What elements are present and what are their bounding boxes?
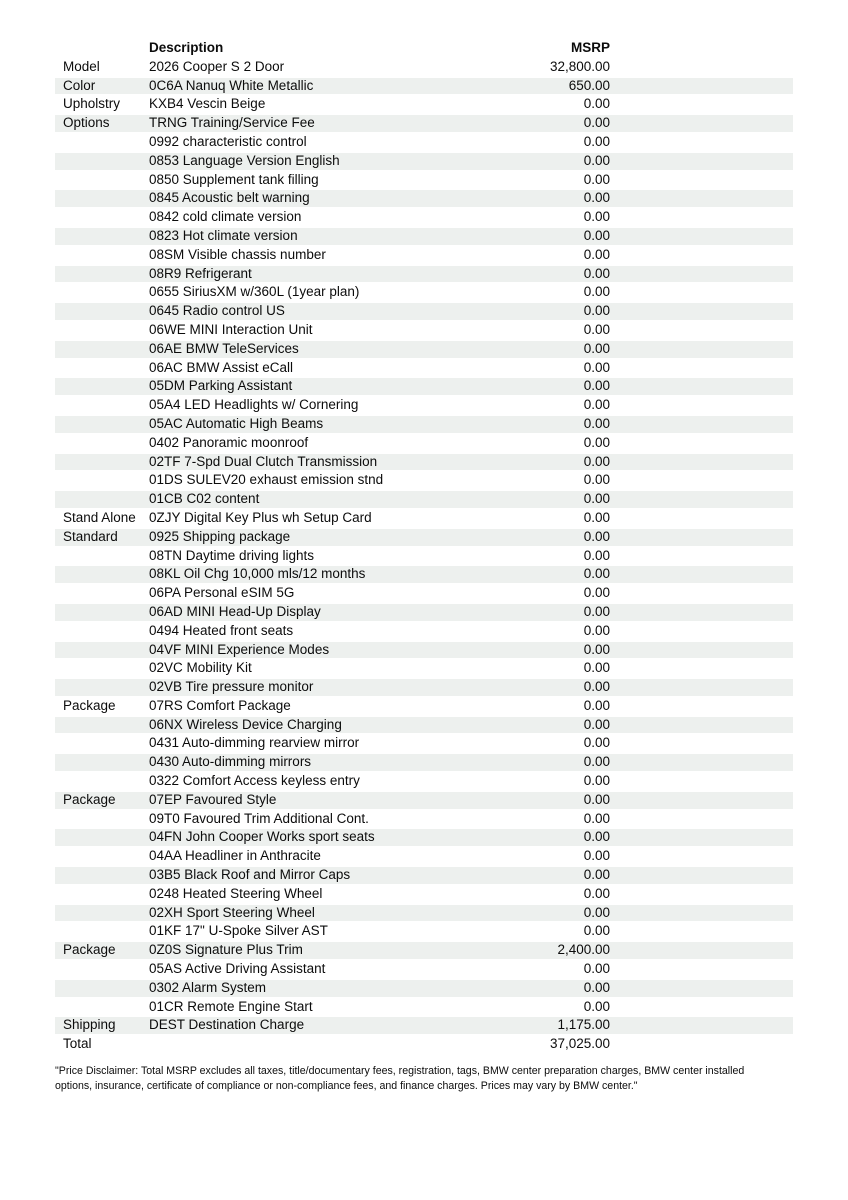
row-spacer-cell xyxy=(610,490,793,509)
row-spacer-cell xyxy=(610,998,793,1017)
row-category-cell xyxy=(55,922,149,941)
vehicle-pricing-table xyxy=(55,39,793,1054)
row-msrp-cell: 0.00 xyxy=(583,472,610,488)
row-category-cell xyxy=(55,490,149,509)
row-category-cell xyxy=(55,471,149,490)
row-msrp-cell: 0.00 xyxy=(583,528,610,544)
row-description-cell: 0655 SiriusXM w/360L (1year plan) xyxy=(149,284,360,300)
row-category-cell xyxy=(55,960,149,979)
table-row xyxy=(55,998,793,1017)
table-row xyxy=(55,904,793,923)
row-description-cell: 0ZJY Digital Key Plus wh Setup Card xyxy=(149,509,372,525)
row-msrp-cell: 0.00 xyxy=(583,415,610,431)
row-spacer-cell xyxy=(610,509,793,528)
row-category-cell xyxy=(55,847,149,866)
table-row xyxy=(55,528,793,547)
table-row xyxy=(55,396,793,415)
row-description-cell: 0Z0S Signature Plus Trim xyxy=(149,942,303,958)
row-category-cell: Standard xyxy=(63,528,118,544)
row-msrp-cell: 2,400.00 xyxy=(557,942,610,958)
row-category-cell xyxy=(55,415,149,434)
table-row xyxy=(55,941,793,960)
row-spacer-cell xyxy=(610,565,793,584)
row-msrp-cell: 0.00 xyxy=(583,227,610,243)
row-description-cell: 02VB Tire pressure monitor xyxy=(149,679,314,695)
row-spacer-cell xyxy=(610,359,793,378)
row-spacer-cell xyxy=(610,528,793,547)
table-row xyxy=(55,77,793,96)
table-row xyxy=(55,490,793,509)
row-description-cell: 09T0 Favoured Trim Additional Cont. xyxy=(149,810,369,826)
row-spacer-cell xyxy=(610,189,793,208)
table-row xyxy=(55,453,793,472)
row-category-cell xyxy=(55,866,149,885)
row-spacer-cell xyxy=(610,133,793,152)
row-category-cell: Upholstry xyxy=(63,96,121,112)
row-description-cell: 0248 Heated Steering Wheel xyxy=(149,885,323,901)
table-row xyxy=(55,415,793,434)
header-category-cell xyxy=(55,39,149,58)
row-spacer-cell xyxy=(610,396,793,415)
row-category-cell xyxy=(55,603,149,622)
row-spacer-cell xyxy=(610,246,793,265)
row-msrp-cell: 0.00 xyxy=(583,340,610,356)
row-description-cell: 03B5 Black Roof and Mirror Caps xyxy=(149,867,351,883)
table-row xyxy=(55,283,793,302)
row-msrp-cell: 0.00 xyxy=(583,848,610,864)
row-spacer-cell xyxy=(610,453,793,472)
row-spacer-cell xyxy=(610,622,793,641)
row-msrp-cell: 0.00 xyxy=(583,378,610,394)
table-row xyxy=(55,434,793,453)
row-msrp-cell: 32,800.00 xyxy=(549,58,610,74)
row-description-cell: 0845 Acoustic belt warning xyxy=(149,190,310,206)
row-description-cell: 05AS Active Driving Assistant xyxy=(149,961,326,977)
table-row xyxy=(55,828,793,847)
row-msrp-cell: 0.00 xyxy=(583,434,610,450)
row-msrp-cell: 0.00 xyxy=(583,829,610,845)
row-category-cell xyxy=(55,171,149,190)
row-description-cell: 0823 Hot climate version xyxy=(149,227,298,243)
row-spacer-cell xyxy=(610,547,793,566)
row-spacer-cell xyxy=(610,377,793,396)
row-category-cell xyxy=(55,265,149,284)
table-row xyxy=(55,246,793,265)
row-msrp-cell: 0.00 xyxy=(583,679,610,695)
row-spacer-cell xyxy=(610,885,793,904)
table-row xyxy=(55,340,793,359)
row-msrp-cell: 0.00 xyxy=(583,641,610,657)
row-description-cell: 0431 Auto-dimming rearview mirror xyxy=(149,735,360,751)
row-spacer-cell xyxy=(610,1016,793,1035)
row-msrp-cell: 0.00 xyxy=(583,979,610,995)
table-row xyxy=(55,659,793,678)
row-description-cell: 0C6A Nanuq White Metallic xyxy=(149,77,314,93)
row-category-cell xyxy=(55,434,149,453)
row-description-cell: 05DM Parking Assistant xyxy=(149,378,293,394)
row-category-cell xyxy=(55,377,149,396)
row-spacer-cell xyxy=(610,340,793,359)
row-description-cell: 04FN John Cooper Works sport seats xyxy=(149,829,375,845)
table-row xyxy=(55,678,793,697)
row-description-cell: 01KF 17" U-Spoke Silver AST xyxy=(149,923,328,939)
row-description-cell: 08TN Daytime driving lights xyxy=(149,547,315,563)
row-spacer-cell xyxy=(610,734,793,753)
row-category-cell xyxy=(55,828,149,847)
table-row xyxy=(55,1035,793,1054)
row-spacer-cell xyxy=(610,283,793,302)
row-msrp-cell: 0.00 xyxy=(583,209,610,225)
row-spacer-cell xyxy=(610,58,793,77)
row-description-cell: 0925 Shipping package xyxy=(149,528,291,544)
table-row xyxy=(55,227,793,246)
row-category-cell xyxy=(55,547,149,566)
row-msrp-cell: 0.00 xyxy=(583,303,610,319)
table-row xyxy=(55,471,793,490)
table-row xyxy=(55,189,793,208)
row-description-cell: 0645 Radio control US xyxy=(149,303,285,319)
row-category-cell xyxy=(55,565,149,584)
table-row xyxy=(55,960,793,979)
row-description-cell: 08R9 Refrigerant xyxy=(149,265,252,281)
row-msrp-cell: 650.00 xyxy=(568,77,610,93)
row-description-cell: 07EP Favoured Style xyxy=(149,791,277,807)
table-row xyxy=(55,810,793,829)
row-description-cell: 04AA Headliner in Anthracite xyxy=(149,848,321,864)
row-spacer-cell xyxy=(610,772,793,791)
row-msrp-cell: 0.00 xyxy=(583,697,610,713)
row-msrp-cell: 0.00 xyxy=(583,867,610,883)
row-description-cell: 0494 Heated front seats xyxy=(149,622,294,638)
row-spacer-cell xyxy=(610,697,793,716)
row-description-cell: 0992 characteristic control xyxy=(149,133,307,149)
row-msrp-cell: 0.00 xyxy=(583,190,610,206)
row-description-cell: TRNG Training/Service Fee xyxy=(149,115,315,131)
row-category-cell: Model xyxy=(63,58,100,74)
row-description-cell: KXB4 Vescin Beige xyxy=(149,96,266,112)
table-row xyxy=(55,509,793,528)
row-spacer-cell xyxy=(610,471,793,490)
table-row xyxy=(55,979,793,998)
row-description-cell: 0302 Alarm System xyxy=(149,979,267,995)
row-category-cell xyxy=(55,678,149,697)
row-spacer-cell xyxy=(610,791,793,810)
table-row xyxy=(55,791,793,810)
table-row xyxy=(55,603,793,622)
row-description-cell: 02XH Sport Steering Wheel xyxy=(149,904,315,920)
table-row xyxy=(55,697,793,716)
row-msrp-cell: 0.00 xyxy=(583,923,610,939)
row-spacer-cell xyxy=(610,265,793,284)
row-msrp-cell: 0.00 xyxy=(583,509,610,525)
row-spacer-cell xyxy=(610,641,793,660)
row-category-cell xyxy=(55,359,149,378)
row-category-cell xyxy=(55,396,149,415)
row-category-cell: Stand Alone xyxy=(63,509,136,525)
row-category-cell xyxy=(55,208,149,227)
row-spacer-cell xyxy=(610,227,793,246)
row-category-cell: Package xyxy=(63,697,116,713)
row-msrp-cell: 0.00 xyxy=(583,791,610,807)
row-category-cell: Options xyxy=(63,115,110,131)
row-category-cell: Shipping xyxy=(63,1017,116,1033)
row-msrp-cell: 0.00 xyxy=(583,321,610,337)
row-category-cell xyxy=(55,302,149,321)
row-category-cell xyxy=(55,659,149,678)
table-row xyxy=(55,95,793,114)
header-msrp-cell: MSRP xyxy=(570,40,610,55)
row-category-cell xyxy=(55,133,149,152)
row-msrp-cell: 0.00 xyxy=(583,660,610,676)
row-description-cell: 0402 Panoramic moonroof xyxy=(149,434,309,450)
row-msrp-cell: 0.00 xyxy=(583,453,610,469)
row-spacer-cell xyxy=(610,302,793,321)
row-description-cell: 0853 Language Version English xyxy=(149,152,340,168)
row-category-cell: Color xyxy=(63,77,96,93)
row-category-cell xyxy=(55,622,149,641)
table-row xyxy=(55,1016,793,1035)
row-description-cell: 05AC Automatic High Beams xyxy=(149,415,324,431)
header-description-cell: Description xyxy=(149,40,224,55)
row-category-cell xyxy=(55,772,149,791)
row-spacer-cell xyxy=(610,866,793,885)
row-description-cell: 08KL Oil Chg 10,000 mls/12 months xyxy=(149,566,366,582)
row-msrp-cell: 0.00 xyxy=(583,885,610,901)
row-description-cell: 01CB C02 content xyxy=(149,491,260,507)
row-msrp-cell: 0.00 xyxy=(583,397,610,413)
row-msrp-cell: 0.00 xyxy=(583,171,610,187)
row-msrp-cell: 0.00 xyxy=(583,735,610,751)
table-row xyxy=(55,377,793,396)
row-description-cell: 0850 Supplement tank filling xyxy=(149,171,319,187)
row-spacer-cell xyxy=(610,828,793,847)
table-row xyxy=(55,641,793,660)
row-spacer-cell xyxy=(610,753,793,772)
row-spacer-cell xyxy=(610,415,793,434)
row-spacer-cell xyxy=(610,584,793,603)
row-msrp-cell: 0.00 xyxy=(583,359,610,375)
row-description-cell xyxy=(149,1035,450,1054)
row-category-cell xyxy=(55,189,149,208)
row-msrp-cell: 0.00 xyxy=(583,115,610,131)
row-spacer-cell xyxy=(610,603,793,622)
row-category-cell xyxy=(55,979,149,998)
row-description-cell: 05A4 LED Headlights w/ Cornering xyxy=(149,397,359,413)
row-msrp-cell: 0.00 xyxy=(583,491,610,507)
row-msrp-cell: 0.00 xyxy=(583,547,610,563)
row-msrp-cell: 0.00 xyxy=(583,566,610,582)
table-row xyxy=(55,302,793,321)
row-spacer-cell xyxy=(610,960,793,979)
table-row xyxy=(55,133,793,152)
table-body xyxy=(55,58,793,1054)
row-description-cell: 06AD MINI Head-Up Display xyxy=(149,603,321,619)
table-row xyxy=(55,359,793,378)
table-row xyxy=(55,847,793,866)
row-description-cell: 06AC BMW Assist eCall xyxy=(149,359,294,375)
row-description-cell: 02TF 7-Spd Dual Clutch Transmission xyxy=(149,453,378,469)
row-category-cell xyxy=(55,453,149,472)
table-row xyxy=(55,265,793,284)
row-description-cell: 07RS Comfort Package xyxy=(149,697,291,713)
row-msrp-cell: 0.00 xyxy=(583,961,610,977)
row-category-cell xyxy=(55,641,149,660)
row-spacer-cell xyxy=(610,1035,793,1054)
table-row xyxy=(55,171,793,190)
row-category-cell xyxy=(55,246,149,265)
row-category-cell xyxy=(55,584,149,603)
row-category-cell xyxy=(55,998,149,1017)
row-description-cell: 06NX Wireless Device Charging xyxy=(149,716,342,732)
table-row xyxy=(55,716,793,735)
row-spacer-cell xyxy=(610,434,793,453)
row-msrp-cell: 0.00 xyxy=(583,716,610,732)
table-row xyxy=(55,922,793,941)
table-row xyxy=(55,885,793,904)
row-category-cell xyxy=(55,340,149,359)
row-msrp-cell: 0.00 xyxy=(583,754,610,770)
row-msrp-cell: 1,175.00 xyxy=(557,1017,610,1033)
row-category-cell xyxy=(55,885,149,904)
row-description-cell: 0430 Auto-dimming mirrors xyxy=(149,754,312,770)
row-category-cell xyxy=(55,227,149,246)
row-category-cell: Package xyxy=(63,942,116,958)
row-spacer-cell xyxy=(610,321,793,340)
row-spacer-cell xyxy=(610,979,793,998)
table-row xyxy=(55,58,793,77)
row-msrp-cell: 0.00 xyxy=(583,246,610,262)
row-category-cell: Package xyxy=(63,791,116,807)
row-spacer-cell xyxy=(610,114,793,133)
row-msrp-cell: 0.00 xyxy=(583,152,610,168)
table-row xyxy=(55,114,793,133)
row-spacer-cell xyxy=(610,678,793,697)
row-msrp-cell: 0.00 xyxy=(583,585,610,601)
row-msrp-cell: 0.00 xyxy=(583,904,610,920)
row-spacer-cell xyxy=(610,208,793,227)
row-category-cell xyxy=(55,904,149,923)
row-spacer-cell xyxy=(610,941,793,960)
row-spacer-cell xyxy=(610,847,793,866)
row-category-cell xyxy=(55,753,149,772)
row-description-cell: 02VC Mobility Kit xyxy=(149,660,252,676)
table-row xyxy=(55,584,793,603)
table-row xyxy=(55,547,793,566)
row-spacer-cell xyxy=(610,152,793,171)
table-row xyxy=(55,321,793,340)
row-description-cell: 2026 Cooper S 2 Door xyxy=(149,58,285,74)
row-description-cell: 08SM Visible chassis number xyxy=(149,246,326,262)
table-header-row xyxy=(55,39,793,58)
table-row xyxy=(55,208,793,227)
row-description-cell: 01CR Remote Engine Start xyxy=(149,998,313,1014)
row-msrp-cell: 0.00 xyxy=(583,603,610,619)
table-row xyxy=(55,734,793,753)
row-msrp-cell: 0.00 xyxy=(583,96,610,112)
row-msrp-cell: 0.00 xyxy=(583,622,610,638)
row-spacer-cell xyxy=(610,659,793,678)
row-description-cell: 0322 Comfort Access keyless entry xyxy=(149,773,360,789)
row-spacer-cell xyxy=(610,171,793,190)
table-row xyxy=(55,565,793,584)
row-spacer-cell xyxy=(610,95,793,114)
row-description-cell: 04VF MINI Experience Modes xyxy=(149,641,330,657)
row-category-cell: Total xyxy=(63,1036,92,1052)
table-row xyxy=(55,866,793,885)
row-msrp-cell: 0.00 xyxy=(583,773,610,789)
row-category-cell xyxy=(55,152,149,171)
row-category-cell xyxy=(55,810,149,829)
price-disclaimer: "Price Disclaimer: Total MSRP excludes all taxes, title/documentary fees, registration, tags, BMW center preparation charges, BMW center installed options, insurance, certificate of compliance or non-compliance fees, and finance charges. Prices may vary by BMW center." xyxy=(55,1065,745,1092)
table-row xyxy=(55,622,793,641)
row-description-cell: 06PA Personal eSIM 5G xyxy=(149,585,295,601)
header-spacer-cell xyxy=(610,39,793,58)
row-category-cell xyxy=(55,734,149,753)
table-row xyxy=(55,772,793,791)
row-description-cell: 06WE MINI Interaction Unit xyxy=(149,321,313,337)
row-description-cell: DEST Destination Charge xyxy=(149,1017,305,1033)
row-description-cell: 01DS SULEV20 exhaust emission stnd xyxy=(149,472,384,488)
row-msrp-cell: 0.00 xyxy=(583,810,610,826)
row-category-cell xyxy=(55,321,149,340)
row-category-cell xyxy=(55,283,149,302)
row-spacer-cell xyxy=(610,77,793,96)
row-description-cell: 0842 cold climate version xyxy=(149,209,302,225)
row-msrp-cell: 0.00 xyxy=(583,133,610,149)
row-category-cell xyxy=(55,716,149,735)
row-msrp-cell: 37,025.00 xyxy=(549,1036,610,1052)
table-row xyxy=(55,753,793,772)
row-msrp-cell: 0.00 xyxy=(583,284,610,300)
row-spacer-cell xyxy=(610,922,793,941)
row-spacer-cell xyxy=(610,810,793,829)
row-msrp-cell: 0.00 xyxy=(583,265,610,281)
row-spacer-cell xyxy=(610,904,793,923)
row-spacer-cell xyxy=(610,716,793,735)
table-row xyxy=(55,152,793,171)
row-msrp-cell: 0.00 xyxy=(583,998,610,1014)
row-description-cell: 06AE BMW TeleServices xyxy=(149,340,299,356)
